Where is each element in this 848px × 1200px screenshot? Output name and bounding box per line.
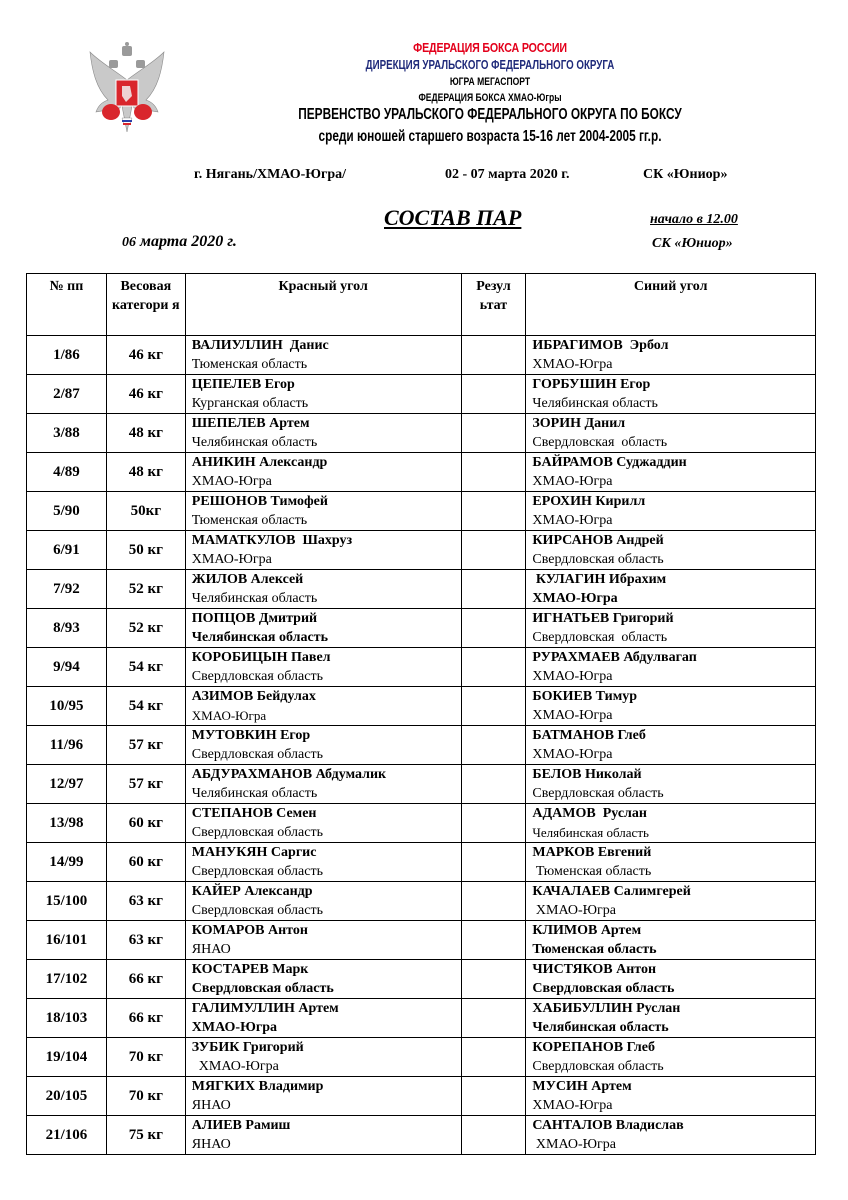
red-boxer-name: КАЙЕР Александр — [191, 884, 313, 899]
blue-boxer-name: БАЙРАМОВ Суджаддин — [532, 455, 687, 470]
blue-corner-cell — [526, 882, 816, 921]
red-boxer-name: МАНУКЯН Саргис — [191, 845, 317, 860]
red-boxer-region: ХМАО-Югра — [191, 1059, 279, 1074]
red-boxer-region: Челябинская область — [191, 435, 318, 450]
blue-boxer-name: КОРЕПАНОВ Глеб — [532, 1040, 656, 1055]
red-boxer-region: ХМАО-Югра — [191, 552, 272, 567]
result-cell[interactable] — [461, 726, 526, 765]
red-boxer-name: АНИКИН Александр — [191, 455, 328, 470]
result-cell[interactable] — [461, 570, 526, 609]
blue-boxer-region: ХМАО-Югра — [532, 747, 613, 762]
table-row — [27, 492, 816, 531]
weight-category: 70 кг — [106, 1038, 185, 1077]
blue-boxer-name: БОКИЕВ Тимур — [532, 689, 638, 704]
bout-number: 4/89 — [27, 453, 107, 492]
table-row — [27, 765, 816, 804]
blue-corner-cell — [526, 609, 816, 648]
red-corner-cell — [185, 336, 461, 375]
blue-corner-cell — [526, 414, 816, 453]
blue-boxer-region: Свердловская область — [532, 435, 668, 450]
red-boxer-name: КОМАРОВ Антон — [191, 923, 308, 938]
blue-boxer-name: КИРСАНОВ Андрей — [532, 533, 664, 548]
weight-category: 66 кг — [106, 960, 185, 999]
event-dates: 02 - 07 марта 2020 г. — [445, 167, 570, 182]
table-header-row — [27, 274, 816, 336]
bout-number: 5/90 — [27, 492, 107, 531]
red-boxer-name: СТЕПАНОВ Семен — [191, 806, 317, 821]
header-blue-corner: Синий угол — [526, 274, 816, 336]
red-corner-cell — [185, 843, 461, 882]
result-cell[interactable] — [461, 648, 526, 687]
blue-corner-cell — [526, 375, 816, 414]
blue-boxer-region: Свердловская область — [532, 552, 664, 567]
event-subtitle: среди юношей старшего возраста 15-16 лет 2004-2005 гг.р. — [318, 128, 662, 145]
weight-category: 57 кг — [106, 726, 185, 765]
table-row — [27, 375, 816, 414]
red-boxer-name: ЦЕПЕЛЕВ Егор — [191, 377, 295, 392]
blue-boxer-region: ХМАО-Югра — [532, 513, 613, 528]
red-boxer-name: ГАЛИМУЛЛИН Артем — [191, 1001, 339, 1016]
red-boxer-name: РЕШОНОВ Тимофей — [191, 494, 328, 509]
bout-number: 9/94 — [27, 648, 107, 687]
bout-number: 2/87 — [27, 375, 107, 414]
red-boxer-region: Свердловская область — [191, 669, 323, 684]
blue-corner-cell — [526, 999, 816, 1038]
red-boxer-region: Свердловская область — [191, 903, 323, 918]
red-boxer-region: ЯНАО — [191, 1098, 231, 1113]
blue-boxer-name: БЕЛОВ Николай — [532, 767, 642, 782]
result-cell[interactable] — [461, 453, 526, 492]
table-row — [27, 336, 816, 375]
session-date — [122, 233, 237, 251]
table-row — [27, 531, 816, 570]
bout-number: 17/102 — [27, 960, 107, 999]
table-row — [27, 843, 816, 882]
red-corner-cell — [185, 414, 461, 453]
result-cell[interactable] — [461, 843, 526, 882]
weight-category: 48 кг — [106, 414, 185, 453]
blue-boxer-region: ХМАО-Югра — [532, 1098, 613, 1113]
red-corner-cell — [185, 960, 461, 999]
red-boxer-name: ВАЛИУЛЛИН Данис — [191, 338, 329, 353]
red-corner-cell — [185, 1116, 461, 1155]
table-row — [27, 1038, 816, 1077]
red-corner-cell — [185, 999, 461, 1038]
red-corner-cell — [185, 492, 461, 531]
org-line-khmao-federation: ФЕДЕРАЦИЯ БОКСА ХМАО-Югры — [418, 92, 562, 104]
blue-boxer-name: РУРАХМАЕВ Абдулвагап — [532, 650, 697, 665]
weight-category: 70 кг — [106, 1077, 185, 1116]
bout-number: 19/104 — [27, 1038, 107, 1077]
table-row — [27, 999, 816, 1038]
weight-category: 48 кг — [106, 453, 185, 492]
result-cell[interactable] — [461, 999, 526, 1038]
blue-boxer-name: АДАМОВ Руслан — [532, 806, 647, 821]
result-cell[interactable] — [461, 765, 526, 804]
red-boxer-region: Свердловская область — [191, 825, 323, 840]
result-cell[interactable] — [461, 1077, 526, 1116]
red-boxer-region: Челябинская область — [191, 630, 328, 645]
blue-boxer-region: ХМАО-Югра — [532, 474, 613, 489]
blue-corner-cell — [526, 336, 816, 375]
red-boxer-name: ЖИЛОВ Алексей — [191, 572, 304, 587]
red-boxer-region: Тюменская область — [191, 357, 308, 372]
red-boxer-region: Свердловская область — [191, 981, 334, 996]
weight-category: 46 кг — [106, 336, 185, 375]
blue-boxer-region: Челябинская область — [532, 825, 649, 840]
bout-number: 10/95 — [27, 687, 107, 726]
weight-category: 66 кг — [106, 999, 185, 1038]
result-cell[interactable] — [461, 609, 526, 648]
result-cell[interactable] — [461, 960, 526, 999]
red-boxer-name: КОСТАРЕВ Марк — [191, 962, 309, 977]
blue-boxer-region: Челябинская область — [532, 396, 658, 411]
session-venue: СК «Юниор» — [652, 236, 733, 251]
blue-boxer-name: БАТМАНОВ Глеб — [532, 728, 646, 743]
bout-number: 16/101 — [27, 921, 107, 960]
weight-category: 52 кг — [106, 609, 185, 648]
boxing-federation-emblem-icon — [86, 40, 168, 140]
table-row — [27, 648, 816, 687]
result-cell[interactable] — [461, 882, 526, 921]
blue-corner-cell — [526, 570, 816, 609]
blue-boxer-name: КУЛАГИН Ибрахим — [532, 572, 667, 587]
blue-boxer-region: Свердловская область — [532, 1059, 664, 1074]
bout-number: 1/86 — [27, 336, 107, 375]
blue-boxer-name: ХАБИБУЛЛИН Руслан — [532, 1001, 681, 1016]
table-row — [27, 882, 816, 921]
result-cell[interactable] — [461, 414, 526, 453]
red-boxer-region: Челябинская область — [191, 786, 318, 801]
red-boxer-name: АЛИЕВ Рамиш — [191, 1118, 291, 1133]
bout-number: 8/93 — [27, 609, 107, 648]
result-cell[interactable] — [461, 921, 526, 960]
weight-category: 57 кг — [106, 765, 185, 804]
table-row — [27, 1077, 816, 1116]
blue-corner-cell — [526, 1077, 816, 1116]
red-corner-cell — [185, 804, 461, 843]
red-boxer-region: Свердловская область — [191, 747, 323, 762]
blue-boxer-name: КАЧАЛАЕВ Салимгерей — [532, 884, 691, 899]
result-cell[interactable] — [461, 492, 526, 531]
weight-category: 63 кг — [106, 882, 185, 921]
blue-boxer-name: КЛИМОВ Артем — [532, 923, 642, 938]
blue-boxer-name: САНТАЛОВ Владислав — [532, 1118, 684, 1133]
org-line-ural-directorate: ДИРЕКЦИЯ УРАЛЬСКОГО ФЕДЕРАЛЬНОГО ОКРУГА — [365, 58, 615, 72]
bout-number: 6/91 — [27, 531, 107, 570]
blue-corner-cell — [526, 843, 816, 882]
blue-boxer-name: ЗОРИН Данил — [532, 416, 626, 431]
red-corner-cell — [185, 375, 461, 414]
blue-boxer-region: Тюменская область — [532, 942, 657, 957]
start-time: начало в 12.00 — [650, 212, 738, 227]
weight-category: 60 кг — [106, 843, 185, 882]
blue-corner-cell — [526, 648, 816, 687]
result-cell[interactable] — [461, 1116, 526, 1155]
weight-category: 63 кг — [106, 921, 185, 960]
blue-boxer-name: ЧИСТЯКОВ Антон — [532, 962, 657, 977]
red-boxer-region: Челябинская область — [191, 591, 318, 606]
table-row — [27, 687, 816, 726]
red-corner-cell — [185, 765, 461, 804]
red-corner-cell — [185, 453, 461, 492]
red-boxer-region: Свердловская область — [191, 864, 323, 879]
blue-corner-cell — [526, 804, 816, 843]
blue-corner-cell — [526, 726, 816, 765]
weight-category: 60 кг — [106, 804, 185, 843]
table-row — [27, 570, 816, 609]
blue-boxer-name: ИГНАТЬЕВ Григорий — [532, 611, 674, 626]
blue-corner-cell — [526, 453, 816, 492]
red-boxer-name: КОРОБИЦЫН Павел — [191, 650, 331, 665]
event-location: г. Нягань/ХМАО-Югра/ — [194, 167, 347, 182]
blue-boxer-name: МУСИН Артем — [532, 1079, 632, 1094]
red-corner-cell — [185, 1038, 461, 1077]
weight-category: 50кг — [106, 492, 185, 531]
bouts-table — [26, 273, 816, 1155]
blue-boxer-region: Свердловская область — [532, 630, 668, 645]
blue-corner-cell — [526, 687, 816, 726]
table-row — [27, 453, 816, 492]
red-boxer-region: Курганская область — [191, 396, 309, 411]
bout-number: 7/92 — [27, 570, 107, 609]
weight-category: 54 кг — [106, 648, 185, 687]
bout-number: 18/103 — [27, 999, 107, 1038]
blue-boxer-region: Челябинская область — [532, 1020, 669, 1035]
table-row — [27, 609, 816, 648]
result-cell[interactable] — [461, 1038, 526, 1077]
red-boxer-region: ХМАО-Югра — [191, 708, 267, 723]
table-row — [27, 921, 816, 960]
table-row — [27, 726, 816, 765]
red-corner-cell — [185, 726, 461, 765]
header-result: Резул ьтат — [461, 274, 526, 336]
red-boxer-region: ЯНАО — [191, 1137, 231, 1152]
weight-category: 50 кг — [106, 531, 185, 570]
red-corner-cell — [185, 570, 461, 609]
red-boxer-name: ПОПЦОВ Дмитрий — [191, 611, 318, 626]
org-line-ugra-megasport: ЮГРА МЕГАСПОРТ — [449, 76, 531, 88]
event-title: ПЕРВЕНСТВО УРАЛЬСКОГО ФЕДЕРАЛЬНОГО ОКРУГА ПО БОКСУ — [298, 106, 682, 123]
session-month-year: марта 2020 г. — [136, 233, 237, 250]
red-boxer-region: ХМАО-Югра — [191, 474, 272, 489]
red-boxer-region: ЯНАО — [191, 942, 231, 957]
weight-category: 52 кг — [106, 570, 185, 609]
blue-boxer-region: Тюменская область — [532, 864, 652, 879]
blue-corner-cell — [526, 921, 816, 960]
result-cell[interactable] — [461, 804, 526, 843]
blue-boxer-region: Свердловская область — [532, 786, 664, 801]
blue-boxer-name: ГОРБУШИН Егор — [532, 377, 651, 392]
result-cell[interactable] — [461, 687, 526, 726]
bout-number: 3/88 — [27, 414, 107, 453]
red-boxer-name: АЗИМОВ Бейдулах — [191, 689, 316, 704]
result-cell[interactable] — [461, 336, 526, 375]
red-corner-cell — [185, 687, 461, 726]
header-bout-number: № пп — [27, 274, 107, 336]
org-line-russia: ФЕДЕРАЦИЯ БОКСА РОССИИ — [413, 40, 567, 55]
red-boxer-region: Тюменская область — [191, 513, 308, 528]
event-venue: СК «Юниор» — [643, 167, 728, 182]
header-weight-category: Весовая категори я — [106, 274, 185, 336]
blue-boxer-region: Свердловская область — [532, 981, 675, 996]
bout-number: 21/106 — [27, 1116, 107, 1155]
table-row — [27, 414, 816, 453]
red-boxer-name: МУТОВКИН Егор — [191, 728, 311, 743]
bout-number: 15/100 — [27, 882, 107, 921]
blue-corner-cell — [526, 1038, 816, 1077]
red-boxer-name: АБДУРАХМАНОВ Абдумалик — [191, 767, 387, 782]
weight-category: 54 кг — [106, 687, 185, 726]
blue-boxer-region: ХМАО-Югра — [532, 357, 613, 372]
red-corner-cell — [185, 882, 461, 921]
red-corner-cell — [185, 531, 461, 570]
blue-corner-cell — [526, 765, 816, 804]
session-day: 06 — [122, 235, 136, 250]
red-boxer-name: МЯГКИХ Владимир — [191, 1079, 324, 1094]
red-boxer-name: ЗУБИК Григорий — [191, 1040, 304, 1055]
weight-category: 75 кг — [106, 1116, 185, 1155]
table-row — [27, 960, 816, 999]
weight-category: 46 кг — [106, 375, 185, 414]
bout-number: 11/96 — [27, 726, 107, 765]
bout-number: 20/105 — [27, 1077, 107, 1116]
red-corner-cell — [185, 609, 461, 648]
result-cell[interactable] — [461, 375, 526, 414]
table-row — [27, 1116, 816, 1155]
red-boxer-name: ШЕПЕЛЕВ Артем — [191, 416, 310, 431]
blue-boxer-region: ХМАО-Югра — [532, 591, 618, 606]
red-corner-cell — [185, 921, 461, 960]
blue-boxer-region: ХМАО-Югра — [532, 903, 616, 918]
bout-number: 13/98 — [27, 804, 107, 843]
bout-number: 12/97 — [27, 765, 107, 804]
blue-boxer-name: ИБРАГИМОВ Эрбол — [532, 338, 669, 353]
blue-boxer-name: ЕРОХИН Кирилл — [532, 494, 646, 509]
red-corner-cell — [185, 1077, 461, 1116]
red-corner-cell — [185, 648, 461, 687]
blue-corner-cell — [526, 531, 816, 570]
blue-boxer-region: ХМАО-Югра — [532, 1137, 616, 1152]
blue-boxer-region: ХМАО-Югра — [532, 669, 613, 684]
blue-boxer-region: ХМАО-Югра — [532, 708, 613, 723]
red-boxer-region: ХМАО-Югра — [191, 1020, 277, 1035]
blue-corner-cell — [526, 960, 816, 999]
header-red-corner: Красный угол — [185, 274, 461, 336]
blue-boxer-name: МАРКОВ Евгений — [532, 845, 652, 860]
table-row — [27, 804, 816, 843]
red-boxer-name: МАМАТКУЛОВ Шахруз — [191, 533, 353, 548]
section-title: СОСТАВ ПАР — [384, 205, 522, 230]
blue-corner-cell — [526, 1116, 816, 1155]
result-cell[interactable] — [461, 531, 526, 570]
bout-number: 14/99 — [27, 843, 107, 882]
blue-corner-cell — [526, 492, 816, 531]
